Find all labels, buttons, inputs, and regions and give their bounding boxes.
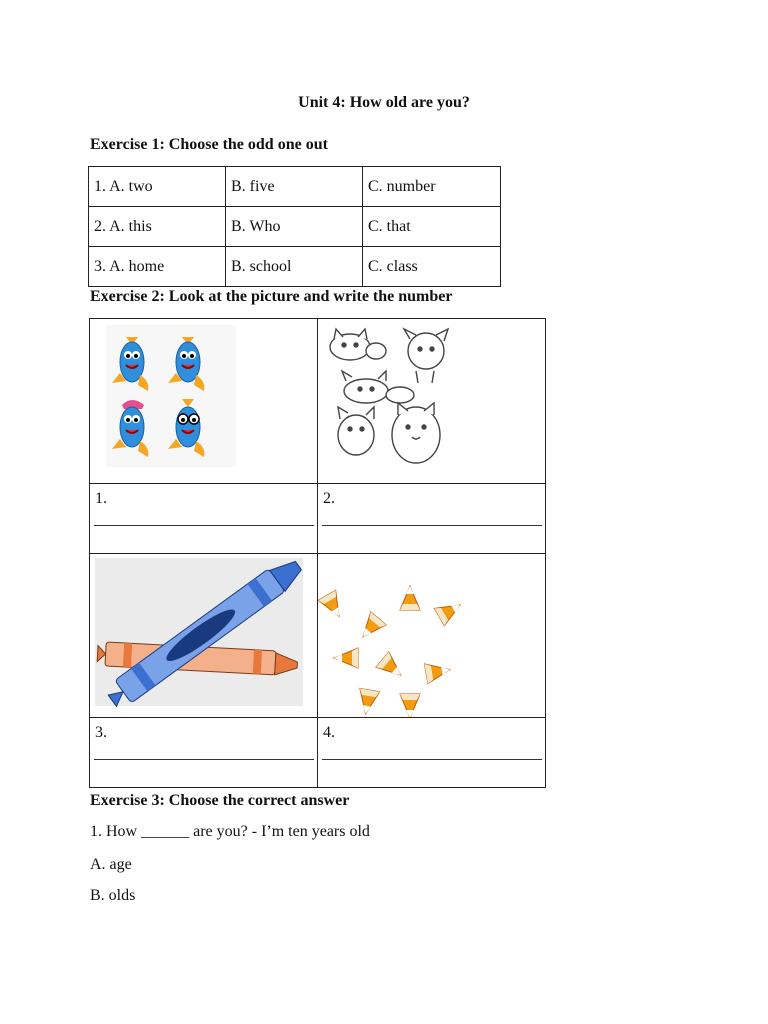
- item-number: 4.: [323, 724, 335, 741]
- option-b[interactable]: B. olds: [90, 887, 136, 904]
- exercise-2-heading: Exercise 2: Look at the picture and write the number: [90, 288, 453, 305]
- table-cell: C. number: [363, 167, 501, 207]
- cat-icon: [318, 319, 544, 483]
- picture-cell-2: [318, 319, 546, 484]
- answer-cell-4: [318, 718, 546, 788]
- table-cell: C. that: [363, 207, 501, 247]
- candy-corn-icon: [318, 554, 544, 717]
- picture-cell-1: [90, 319, 318, 484]
- answer-blank-3[interactable]: [94, 751, 314, 760]
- answer-blank-1[interactable]: [94, 517, 314, 526]
- exercise-3-heading: Exercise 3: Choose the correct answer: [90, 792, 350, 809]
- page-title: Unit 4: How old are you?: [298, 94, 470, 111]
- question-1: 1. How ______ are you? - I’m ten years old: [90, 823, 370, 840]
- picture-cell-3: [90, 554, 318, 718]
- answer-cell-3: [90, 718, 318, 788]
- table-row: [89, 167, 501, 207]
- table-cell: B. Who: [226, 207, 363, 247]
- table-cell: 3. A. home: [89, 247, 226, 287]
- table-row: [89, 247, 501, 287]
- exercise-2-table: [89, 318, 546, 788]
- crayon-icon: [90, 554, 316, 717]
- table-cell: C. class: [363, 247, 501, 287]
- table-row: [90, 718, 546, 788]
- item-number: 1.: [95, 490, 107, 507]
- exercise-1-table: [88, 166, 501, 287]
- table-cell: 1. A. two: [89, 167, 226, 207]
- table-cell: 2. A. this: [89, 207, 226, 247]
- answer-blank-4[interactable]: [322, 751, 542, 760]
- answer-cell-1: [90, 484, 318, 554]
- table-cell: B. five: [226, 167, 363, 207]
- item-number: 3.: [95, 724, 107, 741]
- answer-cell-2: [318, 484, 546, 554]
- table-cell: B. school: [226, 247, 363, 287]
- table-row: [90, 319, 546, 484]
- option-a[interactable]: A. age: [90, 856, 132, 873]
- exercise-1-heading: Exercise 1: Choose the odd one out: [90, 136, 328, 153]
- table-row: [90, 484, 546, 554]
- fish-icon: [90, 319, 316, 483]
- table-row: [89, 207, 501, 247]
- table-row: [90, 554, 546, 718]
- item-number: 2.: [323, 490, 335, 507]
- picture-cell-4: [318, 554, 546, 718]
- answer-blank-2[interactable]: [322, 517, 542, 526]
